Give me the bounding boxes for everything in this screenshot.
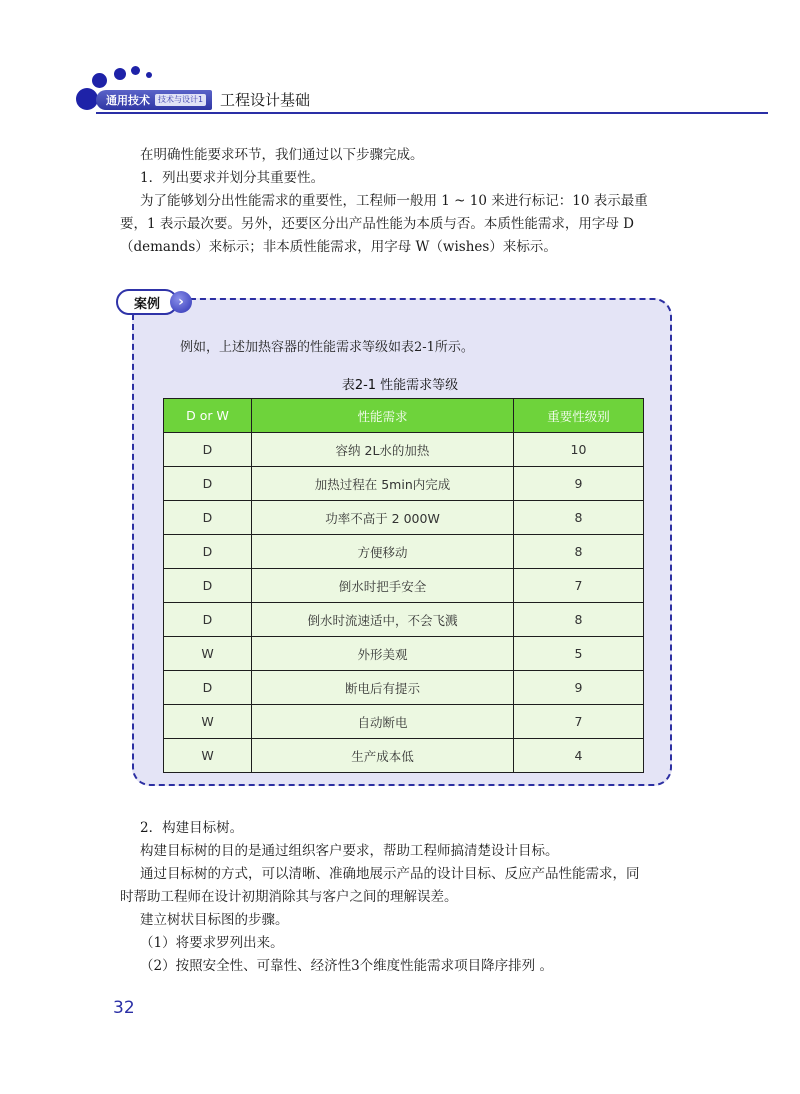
paragraph-line: 要，1 表示最次要。另外，还要区分出产品性能为本质与否。本质性能需求，用字母 D	[120, 216, 634, 232]
table-cell: 8	[514, 603, 644, 637]
table-cell: 生产成本低	[252, 739, 514, 773]
table-cell: W	[164, 705, 252, 739]
paragraph: （1）将要求罗列出来。	[140, 935, 284, 951]
table-row	[164, 467, 644, 501]
paragraph: （2）按照安全性、可靠性、经济性3个维度性能需求项目降序排列 。	[140, 958, 553, 974]
table-cell: W	[164, 637, 252, 671]
table-cell: 4	[514, 739, 644, 773]
table-cell: 5	[514, 637, 644, 671]
table-cell: 倒水时流速适中，不会飞溅	[252, 603, 514, 637]
table-row	[164, 671, 644, 705]
chevron-right-icon: ›	[170, 291, 192, 313]
table-cell: 8	[514, 501, 644, 535]
table-row	[164, 739, 644, 773]
header-rule	[96, 112, 768, 114]
column-header: D or W	[164, 399, 252, 433]
paragraph-line: 通过目标树的方式，可以清晰、准确地展示产品的设计目标、反应产品性能需求，同	[140, 866, 640, 882]
table-cell: 7	[514, 569, 644, 603]
table-header-row	[164, 399, 644, 433]
decor-dot	[146, 72, 152, 78]
table-row	[164, 705, 644, 739]
table-cell: 方便移动	[252, 535, 514, 569]
table-caption: 表2-1 性能需求等级	[341, 378, 459, 393]
paragraph-line: 时帮助工程师在设计初期消除其与客户之间的理解误差。	[120, 889, 458, 905]
table-cell: 8	[514, 535, 644, 569]
table-cell: 容纳 2L水的加热	[252, 433, 514, 467]
page-number: 32	[113, 998, 135, 1018]
table-cell: 倒水时把手安全	[252, 569, 514, 603]
table-cell: D	[164, 603, 252, 637]
table-cell: 外形美观	[252, 637, 514, 671]
case-label: 案例	[116, 289, 178, 315]
table-cell: 9	[514, 671, 644, 705]
table-body	[164, 433, 644, 773]
table-row	[164, 637, 644, 671]
table-cell: D	[164, 569, 252, 603]
table-cell: 9	[514, 467, 644, 501]
paragraph: 建立树状目标图的步骤。	[140, 912, 289, 928]
paragraph: 2．构建目标树。	[140, 820, 244, 836]
decor-dot	[92, 73, 107, 88]
table-cell: 自动断电	[252, 705, 514, 739]
table-cell: W	[164, 739, 252, 773]
case-intro: 例如，上述加热容器的性能需求等级如表2-1所示。	[180, 340, 474, 355]
paragraph: 在明确性能要求环节，我们通过以下步骤完成。	[140, 147, 424, 163]
book-label	[96, 90, 212, 110]
paragraph-line: 为了能够划分出性能需求的重要性，工程师一般用 1 ~ 10 来进行标记：10 表示最重	[140, 193, 648, 209]
requirements-table	[163, 398, 644, 773]
column-header: 性能需求	[252, 399, 514, 433]
table-cell: 10	[514, 433, 644, 467]
table-cell: 加热过程在 5min内完成	[252, 467, 514, 501]
case-tag	[116, 287, 196, 317]
table-row	[164, 433, 644, 467]
paragraph: 1．列出要求并划分其重要性。	[140, 170, 325, 186]
paragraph: 构建目标树的目的是通过组织客户要求，帮助工程师搞清楚设计目标。	[140, 843, 559, 859]
table-cell: D	[164, 501, 252, 535]
book-label-text: 通用技术	[106, 94, 150, 107]
column-header: 重要性级别	[514, 399, 644, 433]
table-row	[164, 603, 644, 637]
table-row	[164, 501, 644, 535]
table-cell: D	[164, 535, 252, 569]
decor-dot	[131, 66, 140, 75]
decor-dot	[76, 88, 98, 110]
table-cell: 7	[514, 705, 644, 739]
page-header	[0, 0, 800, 120]
table-cell: 断电后有提示	[252, 671, 514, 705]
table-cell: 功率不高于 2 000W	[252, 501, 514, 535]
table-cell: D	[164, 671, 252, 705]
book-badge: 技术与设计1	[155, 94, 206, 106]
table-row	[164, 535, 644, 569]
table-row	[164, 569, 644, 603]
paragraph-line: （demands）来标示；非本质性能需求，用字母 W（wishes）来标示。	[120, 239, 557, 255]
table-cell: D	[164, 433, 252, 467]
decor-dot	[114, 68, 126, 80]
chapter-title: 工程设计基础	[220, 91, 311, 109]
table-cell: D	[164, 467, 252, 501]
